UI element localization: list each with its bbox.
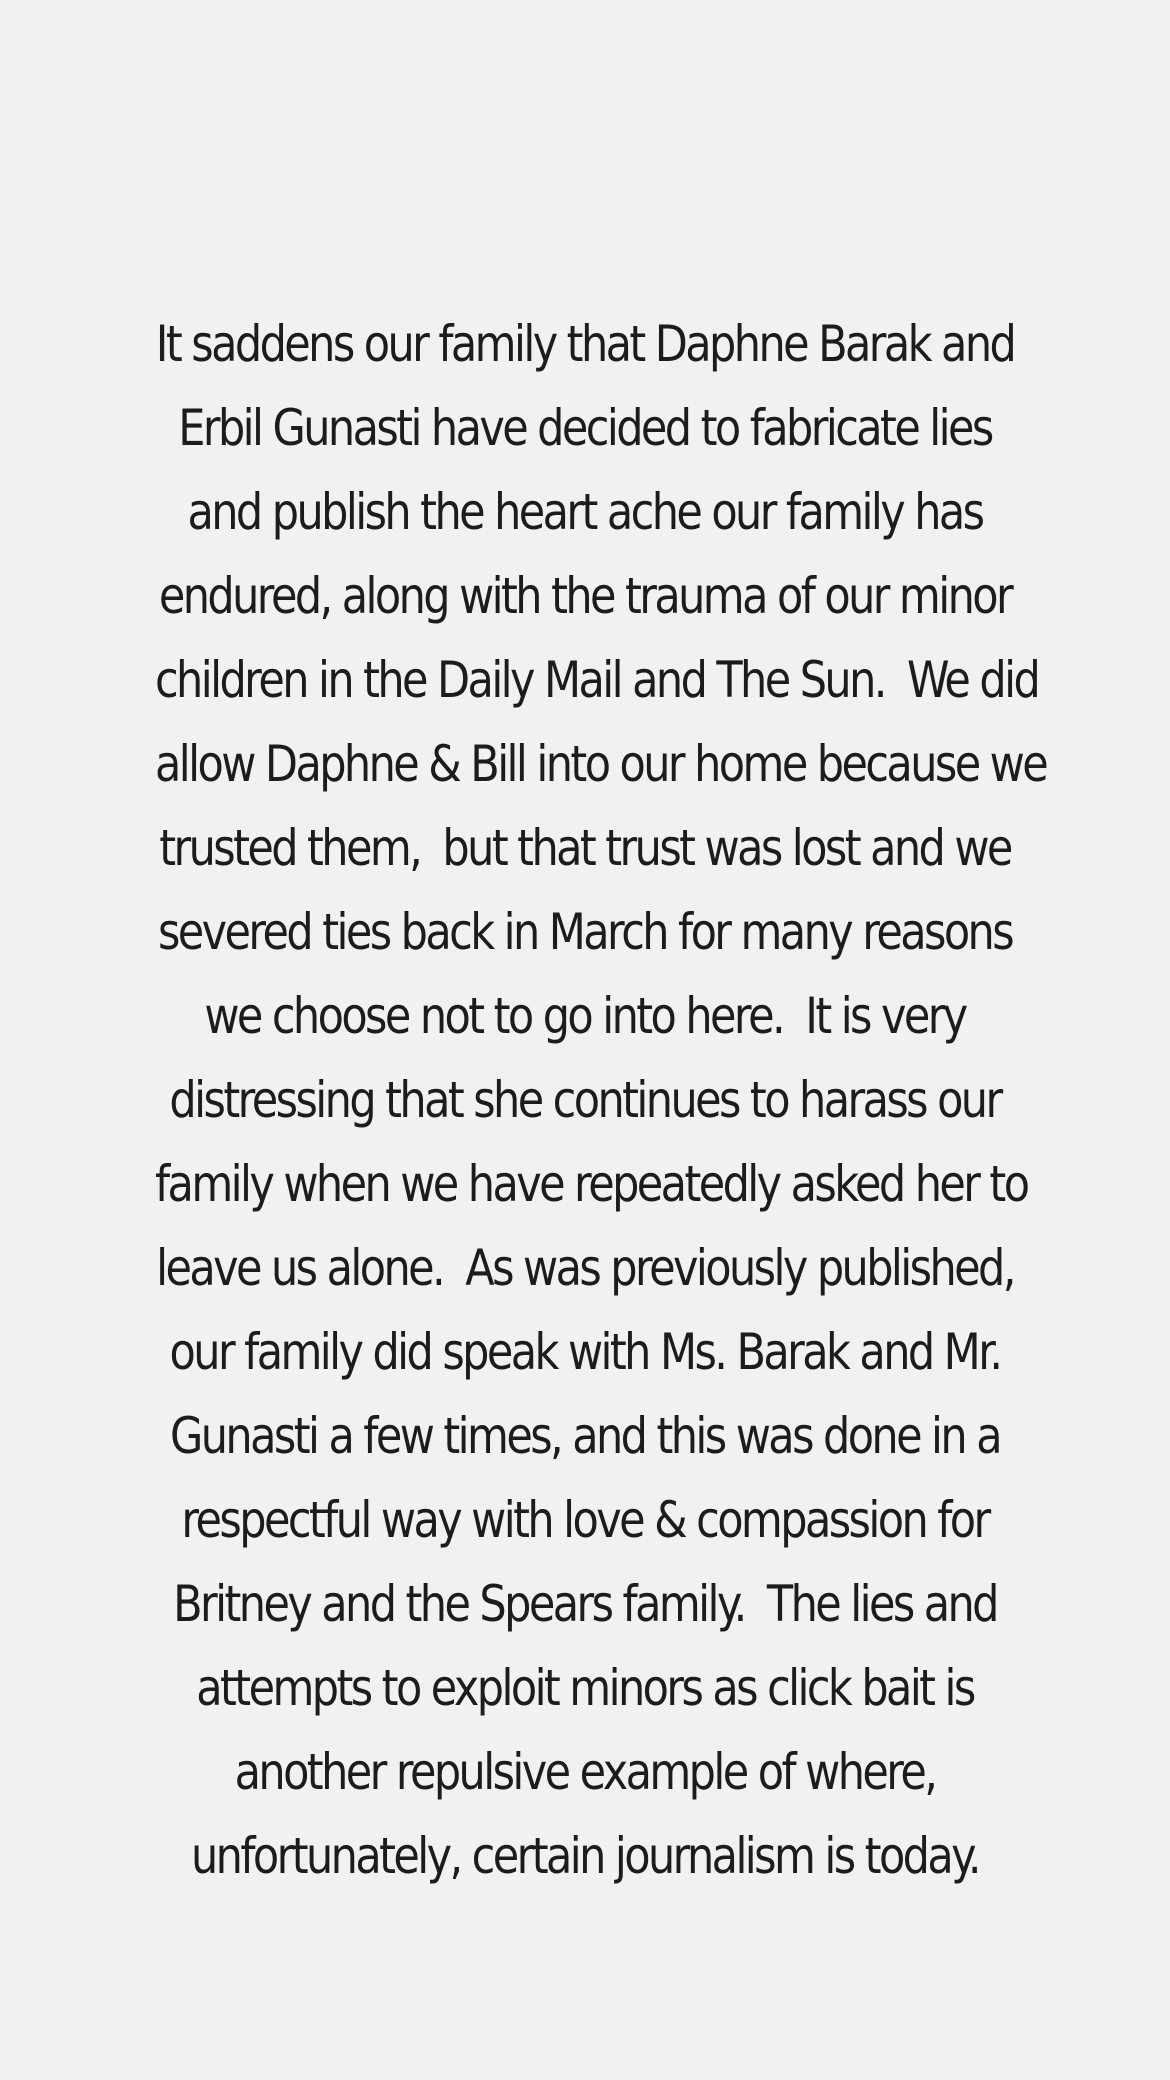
statement-line: our family did speak with Ms. Barak and Mr. [169, 1323, 1001, 1381]
statement-line: Erbil Gunasti have decided to fabricate lies [178, 399, 992, 457]
statement-line: and publish the heart ache our family has [187, 483, 983, 541]
statement-line: distressing that she continues to harass our [169, 1071, 1001, 1129]
statement-line: Gunasti a few times, and this was done in a [170, 1407, 1000, 1465]
statement-line: It saddens our family that Daphne Barak and [155, 315, 1015, 373]
statement-line: another repulsive example of where, [234, 1743, 936, 1801]
statement-line: leave us alone. As was previously published, [156, 1239, 1014, 1297]
statement-line: allow Daphne & Bill into our home because we [155, 735, 1047, 793]
statement-line: attempts to exploit minors as click bait is [196, 1659, 974, 1717]
statement-line: severed ties back in March for many reasons [157, 903, 1013, 961]
statement-line: respectful way with love & compassion for [181, 1491, 989, 1549]
statement-line: endured, along with the trauma of our minor [158, 567, 1012, 625]
statement-line: trusted them, but that trust was lost and we [159, 819, 1011, 877]
statement-line: Britney and the Spears family. The lies and [173, 1575, 997, 1633]
statement-text [155, 302, 1047, 1898]
statement-line: we choose not to go into here. It is very [204, 987, 966, 1045]
statement-line: children in the Daily Mail and The Sun. We did [155, 651, 1039, 709]
statement-line: unfortunately, certain journalism is today. [190, 1827, 980, 1885]
statement-line: family when we have repeatedly asked her to [155, 1155, 1028, 1213]
